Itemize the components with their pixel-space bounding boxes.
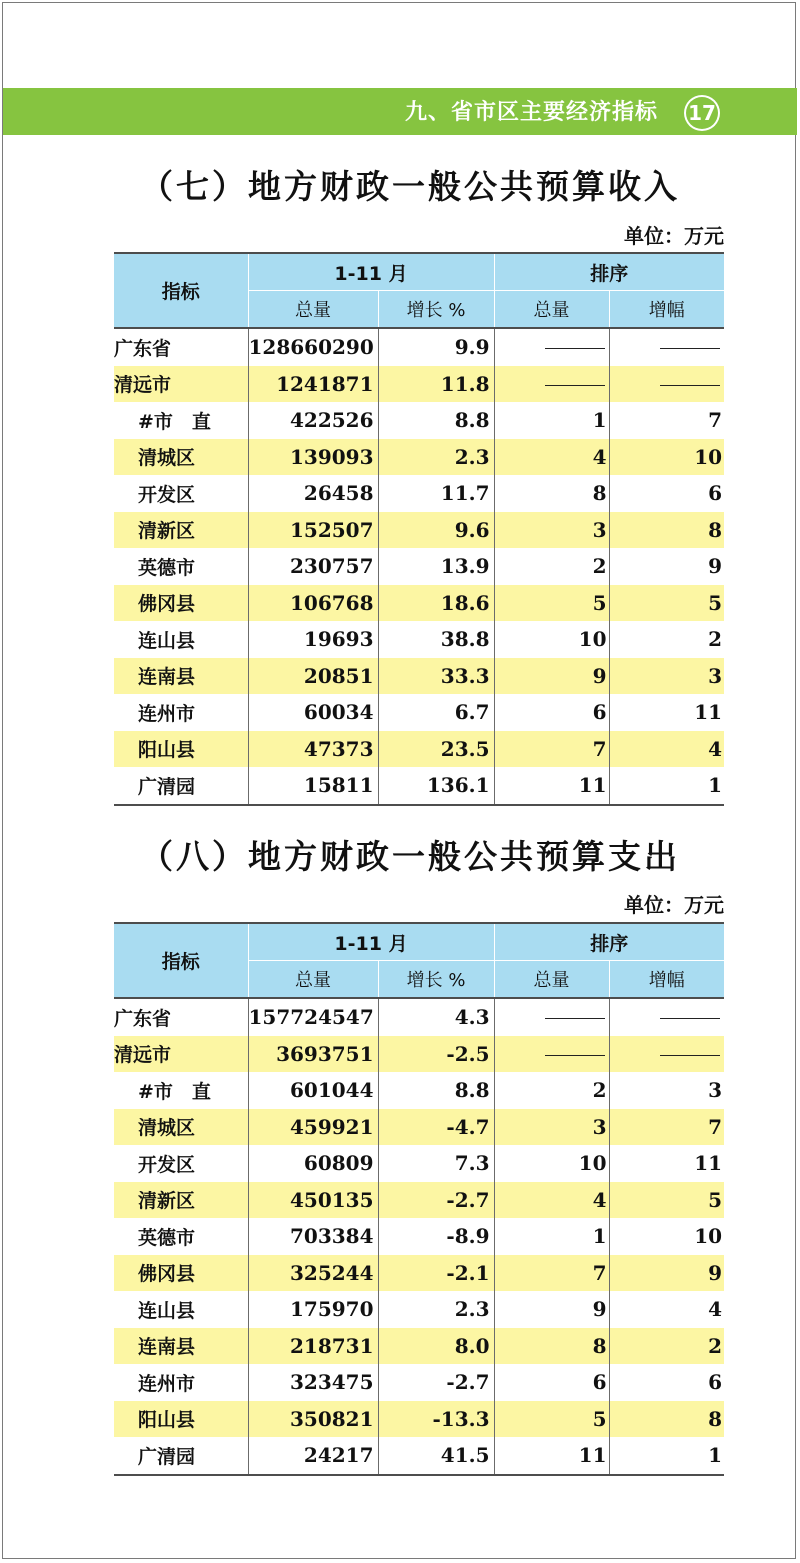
row-rank-total: 4 xyxy=(494,1182,609,1219)
row-growth: 11.7 xyxy=(378,475,494,512)
row-rank-growth: 4 xyxy=(609,1291,724,1328)
not-ranked-dash xyxy=(545,1018,605,1019)
row-growth: -13.3 xyxy=(378,1401,494,1438)
row-rank-total: 1 xyxy=(494,402,609,439)
row-growth: -2.7 xyxy=(378,1182,494,1219)
row-rank-growth: 5 xyxy=(609,1182,724,1219)
row-total: 1241871 xyxy=(248,366,378,403)
row-growth: 4.3 xyxy=(378,998,494,1036)
row-total: 60809 xyxy=(248,1145,378,1182)
table-row xyxy=(114,328,724,366)
row-growth: 9.9 xyxy=(378,328,494,366)
row-total: 20851 xyxy=(248,658,378,695)
table-row xyxy=(114,658,724,695)
row-total: 350821 xyxy=(248,1401,378,1438)
row-rank-growth: 8 xyxy=(609,512,724,549)
header-rank-growth: 增幅 xyxy=(609,291,724,329)
table-row xyxy=(114,366,724,403)
row-total: 175970 xyxy=(248,1291,378,1328)
row-growth: 136.1 xyxy=(378,767,494,805)
row-rank-growth: 1 xyxy=(609,1437,724,1475)
row-total: 450135 xyxy=(248,1182,378,1219)
row-rank-growth: 8 xyxy=(609,1401,724,1438)
table-row xyxy=(114,439,724,476)
row-rank-growth: 11 xyxy=(609,694,724,731)
revenue-table-body xyxy=(114,328,724,805)
not-ranked-dash xyxy=(545,348,605,349)
row-growth: 8.8 xyxy=(378,1072,494,1109)
row-name: 广东省 xyxy=(114,328,248,366)
row-rank-total xyxy=(494,328,609,366)
page-number-badge xyxy=(684,95,720,131)
row-growth: -2.7 xyxy=(378,1364,494,1401)
table-row xyxy=(114,402,724,439)
expenditure-table-body xyxy=(114,998,724,1475)
row-name: 清城区 xyxy=(114,1109,248,1146)
row-name: 广清园 xyxy=(114,1437,248,1475)
table-row xyxy=(114,1255,724,1292)
row-name: 开发区 xyxy=(114,475,248,512)
header-rank-growth: 增幅 xyxy=(609,961,724,999)
row-growth: 41.5 xyxy=(378,1437,494,1475)
row-growth: -8.9 xyxy=(378,1218,494,1255)
row-total: 703384 xyxy=(248,1218,378,1255)
row-name: 清新区 xyxy=(114,512,248,549)
row-rank-total: 2 xyxy=(494,548,609,585)
row-rank-total: 7 xyxy=(494,1255,609,1292)
row-rank-total xyxy=(494,1036,609,1073)
expenditure-table xyxy=(114,922,724,1476)
row-growth: 18.6 xyxy=(378,585,494,622)
row-name: 连南县 xyxy=(114,1328,248,1365)
row-rank-growth: 3 xyxy=(609,1072,724,1109)
table-row xyxy=(114,1328,724,1365)
row-growth: 33.3 xyxy=(378,658,494,695)
table-row xyxy=(114,1364,724,1401)
table-row xyxy=(114,998,724,1036)
header-growth: 增长 % xyxy=(378,961,494,999)
row-rank-growth: 3 xyxy=(609,658,724,695)
row-rank-growth: 6 xyxy=(609,1364,724,1401)
table-row xyxy=(114,475,724,512)
row-total: 325244 xyxy=(248,1255,378,1292)
row-total: 19693 xyxy=(248,621,378,658)
row-growth: -2.1 xyxy=(378,1255,494,1292)
not-ranked-dash xyxy=(660,1055,720,1056)
row-total: 139093 xyxy=(248,439,378,476)
row-rank-growth xyxy=(609,366,724,403)
row-name: 英德市 xyxy=(114,548,248,585)
not-ranked-dash xyxy=(545,1055,605,1056)
row-name: 连州市 xyxy=(114,1364,248,1401)
row-name: #市 直 xyxy=(114,402,248,439)
row-rank-total: 10 xyxy=(494,1145,609,1182)
row-rank-growth: 9 xyxy=(609,1255,724,1292)
header-total: 总量 xyxy=(248,291,378,329)
row-name: 佛冈县 xyxy=(114,585,248,622)
row-rank-total: 8 xyxy=(494,475,609,512)
row-total: 26458 xyxy=(248,475,378,512)
row-name: 连山县 xyxy=(114,1291,248,1328)
row-rank-growth: 2 xyxy=(609,1328,724,1365)
row-rank-growth: 9 xyxy=(609,548,724,585)
row-rank-growth: 5 xyxy=(609,585,724,622)
row-total: 3693751 xyxy=(248,1036,378,1073)
row-name: 佛冈县 xyxy=(114,1255,248,1292)
header-rank-total: 总量 xyxy=(494,291,609,329)
table-row xyxy=(114,621,724,658)
table-row xyxy=(114,1109,724,1146)
row-growth: -4.7 xyxy=(378,1109,494,1146)
row-total: 60034 xyxy=(248,694,378,731)
row-rank-growth: 7 xyxy=(609,402,724,439)
table-row xyxy=(114,585,724,622)
row-rank-total xyxy=(494,366,609,403)
row-total: 24217 xyxy=(248,1437,378,1475)
table-row xyxy=(114,1291,724,1328)
header-growth: 增长 % xyxy=(378,291,494,329)
table-row xyxy=(114,694,724,731)
not-ranked-dash xyxy=(660,385,720,386)
row-name: 广清园 xyxy=(114,767,248,805)
row-total: 230757 xyxy=(248,548,378,585)
row-name: 连山县 xyxy=(114,621,248,658)
row-rank-total: 5 xyxy=(494,1401,609,1438)
row-rank-total: 11 xyxy=(494,1437,609,1475)
row-growth: 8.8 xyxy=(378,402,494,439)
table-row xyxy=(114,1036,724,1073)
table-row xyxy=(114,548,724,585)
row-rank-growth xyxy=(609,328,724,366)
row-rank-growth: 10 xyxy=(609,439,724,476)
row-name: 阳山县 xyxy=(114,1401,248,1438)
row-rank-total: 2 xyxy=(494,1072,609,1109)
row-total: 15811 xyxy=(248,767,378,805)
table-row xyxy=(114,512,724,549)
row-name: 清远市 xyxy=(114,1036,248,1073)
table-row xyxy=(114,731,724,768)
row-rank-growth: 2 xyxy=(609,621,724,658)
row-total: 157724547 xyxy=(248,998,378,1036)
header-ranking: 排序 xyxy=(494,923,724,961)
row-rank-total: 3 xyxy=(494,1109,609,1146)
table-row xyxy=(114,1145,724,1182)
table-row xyxy=(114,767,724,805)
chapter-header-bar xyxy=(3,88,797,135)
row-total: 47373 xyxy=(248,731,378,768)
row-rank-growth: 11 xyxy=(609,1145,724,1182)
row-rank-total: 9 xyxy=(494,1291,609,1328)
not-ranked-dash xyxy=(660,1018,720,1019)
row-total: 323475 xyxy=(248,1364,378,1401)
row-total: 601044 xyxy=(248,1072,378,1109)
row-growth: 6.7 xyxy=(378,694,494,731)
row-total: 128660290 xyxy=(248,328,378,366)
header-indicator: 指标 xyxy=(114,923,248,998)
row-name: #市 直 xyxy=(114,1072,248,1109)
row-growth: 38.8 xyxy=(378,621,494,658)
row-rank-growth xyxy=(609,998,724,1036)
table-row xyxy=(114,1437,724,1475)
row-rank-growth: 6 xyxy=(609,475,724,512)
page-number: 17 xyxy=(686,97,718,129)
table-row xyxy=(114,1072,724,1109)
header-total: 总量 xyxy=(248,961,378,999)
row-rank-total: 6 xyxy=(494,694,609,731)
row-name: 清远市 xyxy=(114,366,248,403)
row-rank-growth: 10 xyxy=(609,1218,724,1255)
table-row xyxy=(114,1218,724,1255)
row-total: 152507 xyxy=(248,512,378,549)
section-title-revenue: （七）地方财政一般公共预算收入 xyxy=(140,167,680,206)
row-name: 连州市 xyxy=(114,694,248,731)
row-total: 106768 xyxy=(248,585,378,622)
row-name: 连南县 xyxy=(114,658,248,695)
row-name: 广东省 xyxy=(114,998,248,1036)
row-total: 422526 xyxy=(248,402,378,439)
row-growth: 2.3 xyxy=(378,1291,494,1328)
header-ranking: 排序 xyxy=(494,253,724,291)
row-name: 阳山县 xyxy=(114,731,248,768)
row-growth: 23.5 xyxy=(378,731,494,768)
row-rank-total: 11 xyxy=(494,767,609,805)
revenue-table xyxy=(114,252,724,806)
row-rank-growth xyxy=(609,1036,724,1073)
row-name: 清新区 xyxy=(114,1182,248,1219)
row-name: 清城区 xyxy=(114,439,248,476)
chapter-title: 九、省市区主要经济指标 xyxy=(404,100,658,125)
not-ranked-dash xyxy=(545,385,605,386)
row-rank-total: 10 xyxy=(494,621,609,658)
header-indicator: 指标 xyxy=(114,253,248,328)
row-rank-growth: 7 xyxy=(609,1109,724,1146)
row-total: 218731 xyxy=(248,1328,378,1365)
row-rank-total: 4 xyxy=(494,439,609,476)
header-period: 1-11 月 xyxy=(248,923,494,961)
row-growth: 7.3 xyxy=(378,1145,494,1182)
section-title-expenditure: （八）地方财政一般公共预算支出 xyxy=(140,837,680,876)
row-rank-growth: 4 xyxy=(609,731,724,768)
not-ranked-dash xyxy=(660,348,720,349)
row-rank-total: 1 xyxy=(494,1218,609,1255)
row-rank-total: 6 xyxy=(494,1364,609,1401)
row-name: 英德市 xyxy=(114,1218,248,1255)
row-growth: 8.0 xyxy=(378,1328,494,1365)
unit-label-revenue: 单位：万元 xyxy=(624,224,724,248)
unit-label-expenditure: 单位：万元 xyxy=(624,893,724,917)
row-rank-total: 9 xyxy=(494,658,609,695)
table-row xyxy=(114,1182,724,1219)
row-growth: 11.8 xyxy=(378,366,494,403)
row-rank-total: 3 xyxy=(494,512,609,549)
row-rank-growth: 1 xyxy=(609,767,724,805)
row-total: 459921 xyxy=(248,1109,378,1146)
row-growth: 9.6 xyxy=(378,512,494,549)
header-period: 1-11 月 xyxy=(248,253,494,291)
row-growth: 2.3 xyxy=(378,439,494,476)
table-row xyxy=(114,1401,724,1438)
row-rank-total: 5 xyxy=(494,585,609,622)
row-rank-total: 8 xyxy=(494,1328,609,1365)
header-rank-total: 总量 xyxy=(494,961,609,999)
row-rank-total xyxy=(494,998,609,1036)
row-rank-total: 7 xyxy=(494,731,609,768)
row-growth: -2.5 xyxy=(378,1036,494,1073)
row-name: 开发区 xyxy=(114,1145,248,1182)
row-growth: 13.9 xyxy=(378,548,494,585)
